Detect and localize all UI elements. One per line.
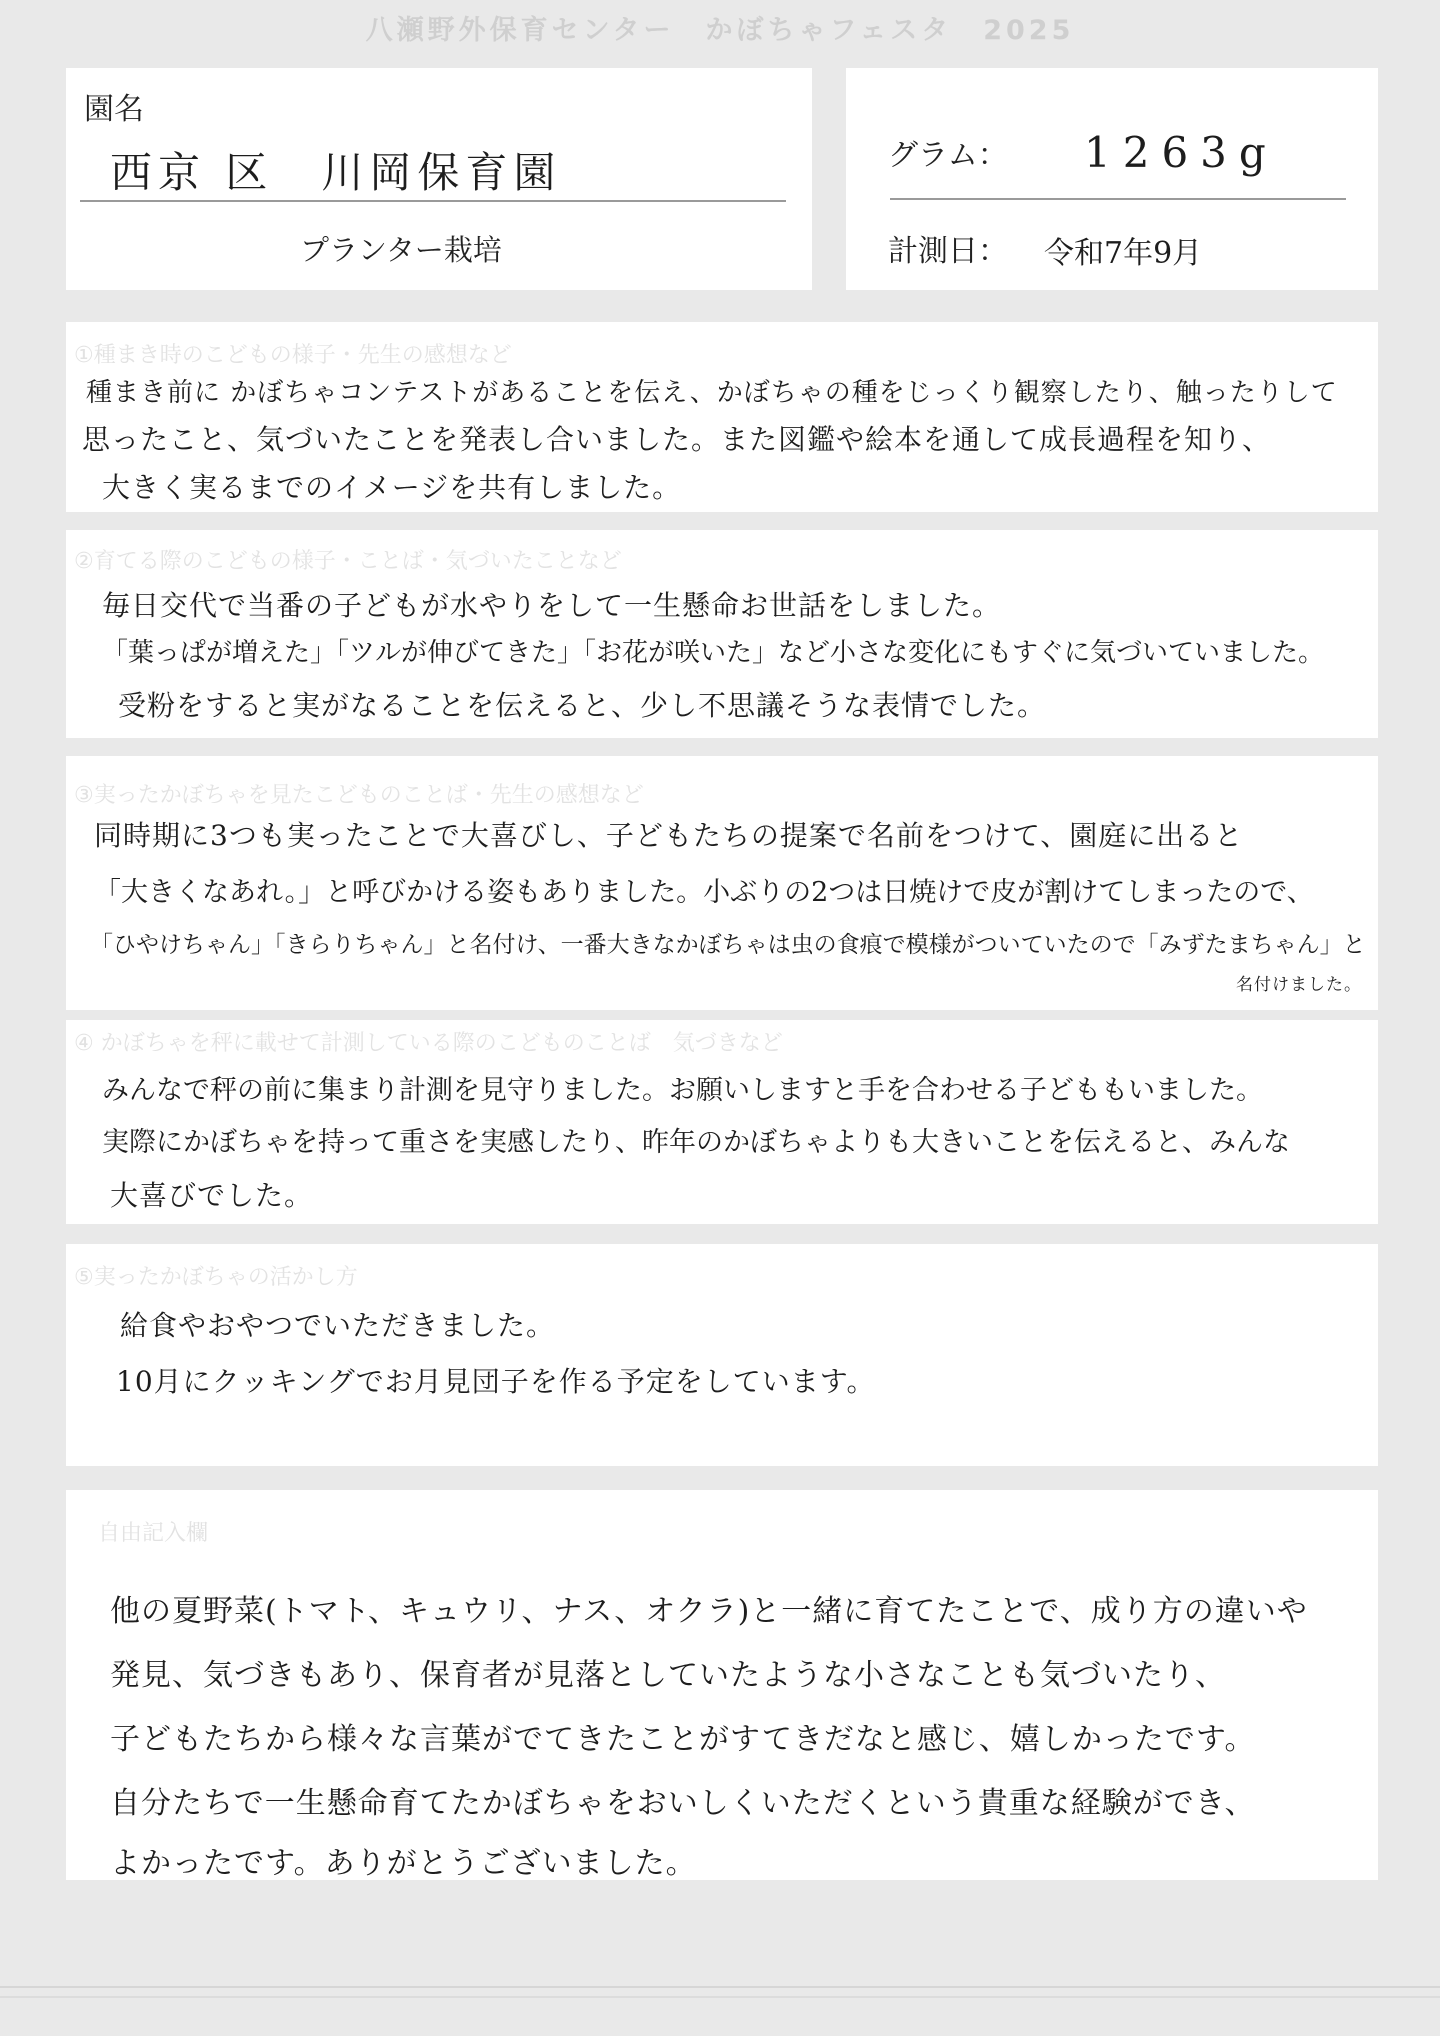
section-2-line-2: 「葉っぱが増えた」「ツルが伸びてきた」「お花が咲いた」など小さな変化にもすぐに気づいていました。 xyxy=(102,638,1325,668)
section-4-line-3: 大喜びでした。 xyxy=(110,1179,314,1212)
nursery-box xyxy=(66,68,812,290)
section-5-line-1: 給食やおやつでいただきました。 xyxy=(120,1309,556,1342)
free-entry-line-3: 子どもたちから様々な言葉がでてきたことがすてきだなと感じ、嬉しかったです。 xyxy=(110,1722,1256,1757)
free-entry-heading: 自由記入欄 xyxy=(98,1521,209,1546)
free-entry-line-1: 他の夏野菜(トマト、キュウリ、ナス、オクラ)と一緒に育てたことで、成り方の違いや xyxy=(110,1594,1308,1629)
section-4-line-2: 実際にかぼちゃを持って重さを実感したり、昨年のかぼちゃよりも大きいことを伝えると、みんな xyxy=(102,1127,1290,1158)
weight-value: 1263g xyxy=(1084,128,1278,177)
section-3-heading: ③実ったかぼちゃを見たこどものことば・先生の感想など xyxy=(74,783,644,808)
section-1-line-2: 思ったこと、気づいたことを発表し合いました。また図鑑や絵本を通して成長過程を知り、 xyxy=(82,423,1272,456)
section-2 xyxy=(66,530,1378,738)
section-1-heading: ①種まき時のこどもの様子・先生の感想など xyxy=(74,343,512,368)
weight-underline xyxy=(890,198,1346,200)
free-entry-line-4: 自分たちで一生懸命育てたかぼちゃをおいしくいただくという貴重な経験ができ、 xyxy=(110,1786,1256,1821)
section-3-line-3: 「ひやけちゃん」「きらりちゃん」と名付け、一番大きなかぼちゃは虫の食痕で模様がついていたので「みずたまちゃん」と xyxy=(90,932,1366,958)
section-5-line-2: 10月にクッキングでお月見団子を作る予定をしています。 xyxy=(116,1365,876,1398)
nursery-name: 西京 区 川岡保育園 xyxy=(110,148,562,197)
bottom-rule-2 xyxy=(0,1996,1440,1998)
bottom-rule xyxy=(0,1986,1440,1988)
measurement-box xyxy=(846,68,1378,290)
section-2-line-3: 受粉をすると実がなることを伝えると、少し不思議そうな表情でした。 xyxy=(118,689,1047,722)
section-3-line-2: 「大きくなあれ。」と呼びかける姿もありました。小ぶりの2つは日焼けで皮が割けてしまったので、 xyxy=(94,877,1314,908)
section-5 xyxy=(66,1244,1378,1466)
section-1 xyxy=(66,322,1378,512)
free-entry-section xyxy=(66,1490,1378,1880)
free-entry-line-2: 発見、気づきもあり、保育者が見落としていたような小さなことも気づいたり、 xyxy=(110,1658,1226,1693)
section-5-heading: ⑤実ったかぼちゃの活かし方 xyxy=(74,1265,358,1290)
section-3 xyxy=(66,756,1378,1010)
section-1-line-3: 大きく実るまでのイメージを共有しました。 xyxy=(102,471,682,504)
date-value: 令和7年9月 xyxy=(1044,236,1203,271)
date-label: 計測日： xyxy=(888,234,1008,269)
section-1-line-1: 種まき前に かぼちゃコンテストがあることを伝え、かぼちゃの種をじっくり観察したり、触ったりして xyxy=(86,378,1338,408)
form-header-title: 八瀬野外保育センター かぼちゃフェスタ 2025 xyxy=(365,15,1075,46)
section-4 xyxy=(66,1020,1378,1224)
cultivation-method: プランター栽培 xyxy=(300,233,502,267)
section-2-heading: ②育てる際のこどもの様子・ことば・気づいたことなど xyxy=(74,549,622,574)
section-4-heading: ④ かぼちゃを秤に載せて計測している際のこどものことば 気づきなど xyxy=(74,1031,783,1056)
section-2-line-1: 毎日交代で当番の子どもが水やりをして一生懸命お世話をしました。 xyxy=(102,589,1002,622)
nursery-name-underline xyxy=(80,200,786,202)
weight-label: グラム： xyxy=(888,138,1008,173)
nursery-label: 園名 xyxy=(84,92,144,127)
free-entry-line-5: よかったです。ありがとうございました。 xyxy=(110,1846,697,1881)
section-4-line-1: みんなで秤の前に集まり計測を見守りました。お願いしますと手を合わせる子どももいました。 xyxy=(102,1075,1263,1106)
section-3-line-1: 同時期に3つも実ったことで大喜びし、子どもたちの提案で名前をつけて、園庭に出ると xyxy=(94,819,1244,852)
section-3-line-4: 名付けました。 xyxy=(1236,975,1362,995)
